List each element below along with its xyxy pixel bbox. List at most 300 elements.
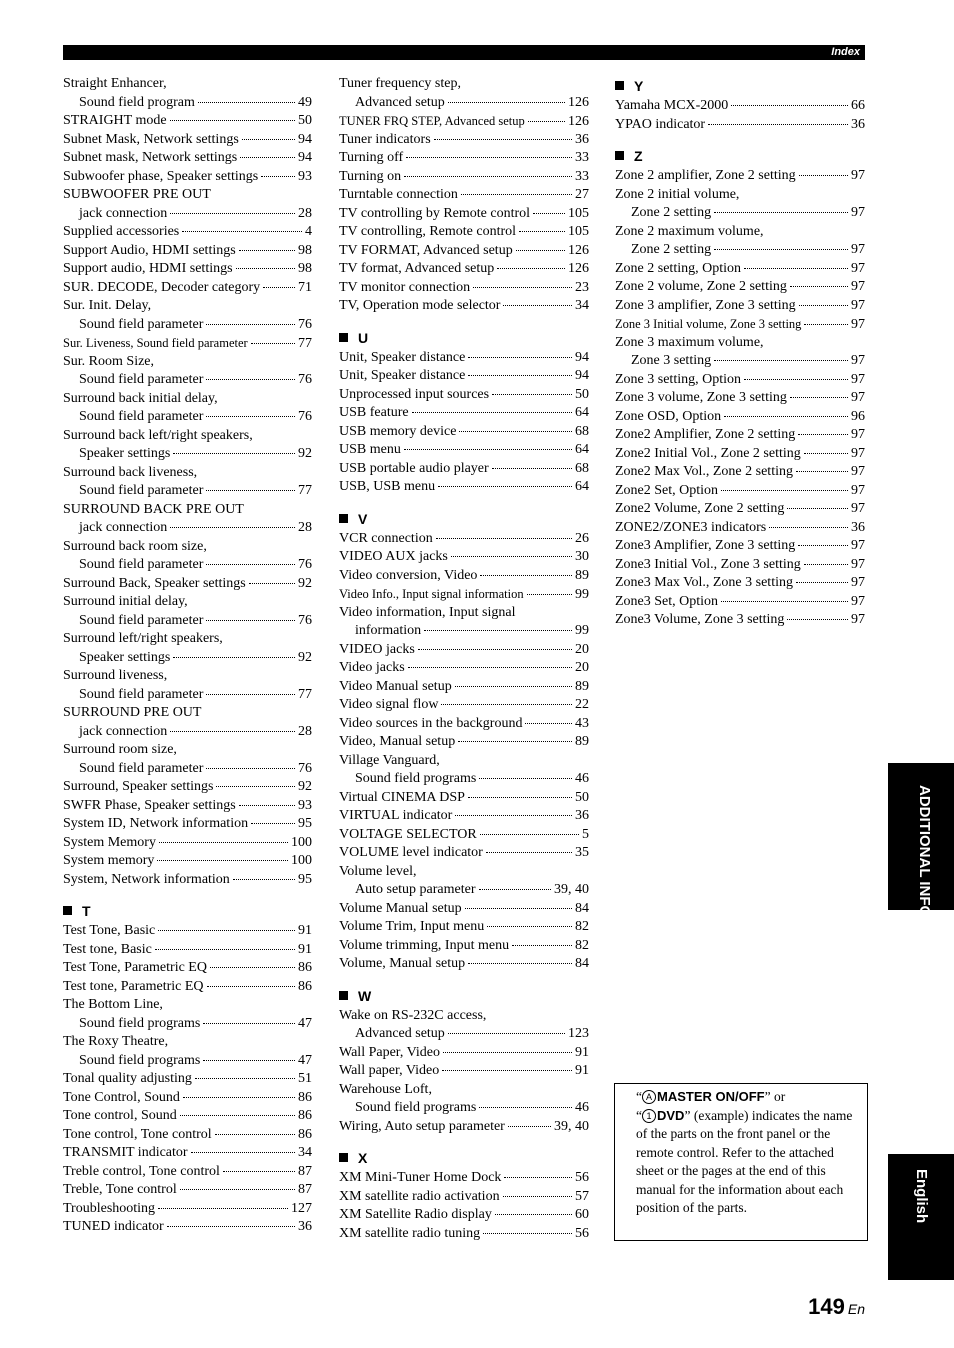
index-entry xyxy=(63,778,312,797)
dot-leader xyxy=(173,453,295,454)
index-entry xyxy=(339,186,589,205)
dot-leader xyxy=(183,1097,295,1098)
entry-term: Zone2 Amplifier, Zone 2 setting xyxy=(615,427,796,442)
dot-leader xyxy=(404,449,572,450)
entry-page: 100 xyxy=(291,834,312,850)
entry-term: XM Mini-Tuner Home Dock xyxy=(339,1170,502,1185)
entry-term: USB feature xyxy=(339,405,409,420)
index-entry xyxy=(339,1044,589,1063)
entry-term: Wall paper, Video xyxy=(339,1063,440,1078)
index-entry xyxy=(615,519,865,538)
entry-term: Treble, Tone control xyxy=(63,1182,177,1197)
index-entry xyxy=(339,242,589,261)
index-column-3 xyxy=(615,75,865,630)
entry-page: 95 xyxy=(298,816,312,831)
entry-term: XM satellite radio activation xyxy=(339,1188,500,1204)
entry-term: Sound field program xyxy=(79,94,195,110)
index-entry xyxy=(63,612,312,631)
entry-page: 36 xyxy=(851,519,865,535)
entry-term: Advanced setup xyxy=(355,1026,445,1041)
entry-page: 86 xyxy=(298,1126,312,1142)
entry-page: 97 xyxy=(851,556,865,572)
entry-term: Speaker settings xyxy=(79,446,171,461)
entry-term: Treble control, Tone control xyxy=(63,1163,220,1179)
entry-page: 86 xyxy=(298,960,312,975)
dot-leader xyxy=(233,879,295,880)
entry-term: Sound field parameter xyxy=(79,372,204,387)
dot-leader xyxy=(236,268,295,269)
index-entry xyxy=(63,242,312,261)
entry-term: Sound field parameter xyxy=(79,612,204,628)
dot-leader xyxy=(206,620,295,621)
index-entry xyxy=(63,371,312,390)
entry-term: Test Tone, Basic xyxy=(63,923,156,938)
entry-term: jack connection xyxy=(79,723,168,739)
section-heading: T xyxy=(63,900,312,922)
index-entry xyxy=(339,1099,589,1118)
entry-page: 126 xyxy=(568,242,589,258)
entry-page: 92 xyxy=(298,575,312,591)
index-entry xyxy=(615,241,865,260)
entry-page: 26 xyxy=(575,530,589,546)
dot-leader xyxy=(508,1126,551,1127)
entry-term: Sound field parameter xyxy=(79,686,204,702)
entry-page: 20 xyxy=(575,660,589,675)
index-entry-heading: The Bottom Line, xyxy=(63,997,163,1012)
dot-leader xyxy=(180,1115,295,1116)
entry-page: 36 xyxy=(298,1219,312,1234)
index-entry-heading: SURROUND PRE OUT xyxy=(63,705,202,720)
index-entry xyxy=(63,760,312,779)
entry-term: Sound field parameter xyxy=(79,483,204,498)
entry-page: 91 xyxy=(298,923,312,938)
index-entry xyxy=(63,112,312,131)
index-entry xyxy=(339,530,589,549)
entry-term: Unit, Speaker distance xyxy=(339,368,466,383)
dot-leader xyxy=(708,124,848,125)
square-bullet-icon xyxy=(615,81,624,90)
entry-term: USB menu xyxy=(339,442,401,457)
header-bar xyxy=(63,45,865,60)
dot-leader xyxy=(528,121,565,122)
entry-page: 97 xyxy=(851,464,865,479)
entry-page: 97 xyxy=(851,353,865,368)
dot-leader xyxy=(441,704,572,705)
entry-page: 100 xyxy=(291,853,312,868)
index-entry xyxy=(339,770,589,789)
entry-term: Sound field parameter xyxy=(79,557,204,572)
index-entry xyxy=(339,715,589,734)
dot-leader xyxy=(497,268,565,269)
dot-leader xyxy=(486,852,572,853)
dot-leader xyxy=(799,175,848,176)
index-entry xyxy=(339,349,589,368)
index-entry-heading: Surround initial delay, xyxy=(63,594,188,609)
index-entry-heading: Village Vanguard, xyxy=(339,752,440,768)
side-tab-label: English xyxy=(913,1169,930,1224)
entry-page: 105 xyxy=(568,205,589,221)
index-entry xyxy=(63,852,312,871)
entry-term: Turning off xyxy=(339,150,404,165)
index-entry-heading: Volume level, xyxy=(339,863,417,879)
dot-leader xyxy=(173,657,295,658)
entry-page: 35 xyxy=(575,845,589,860)
dot-leader xyxy=(492,468,572,469)
entry-term: Troubleshooting xyxy=(63,1200,156,1216)
entry-term: VIRTUAL indicator xyxy=(339,808,453,823)
entry-page: 34 xyxy=(575,298,589,313)
entry-page: 97 xyxy=(851,205,865,220)
entry-term: jack connection xyxy=(79,520,168,535)
entry-page: 33 xyxy=(575,168,589,184)
index-entry xyxy=(63,797,312,816)
index-entry xyxy=(339,641,589,660)
index-entry-heading: Surround back initial delay, xyxy=(63,390,218,406)
index-entry xyxy=(339,386,589,405)
entry-page: 39, 40 xyxy=(554,882,589,897)
index-entry-heading: The Roxy Theatre, xyxy=(63,1034,169,1049)
entry-page: 50 xyxy=(575,386,589,402)
dot-leader xyxy=(206,490,295,491)
index-entry xyxy=(339,826,589,845)
dot-leader xyxy=(206,416,295,417)
index-entry xyxy=(339,1225,589,1244)
dot-leader xyxy=(206,694,295,695)
entry-page: 50 xyxy=(575,789,589,805)
dot-leader xyxy=(714,212,848,213)
entry-term: Video Info., Input signal information xyxy=(339,587,524,601)
entry-page: 57 xyxy=(575,1188,589,1204)
index-entry-heading: Surround back room size, xyxy=(63,538,207,554)
index-entry xyxy=(339,1118,589,1137)
entry-page: 86 xyxy=(298,1108,312,1123)
entry-page: 43 xyxy=(575,715,589,731)
entry-term: Zone 3 volume, Zone 3 setting xyxy=(615,390,787,405)
entry-term: Turntable connection xyxy=(339,187,458,202)
dot-leader xyxy=(239,250,295,251)
dot-leader xyxy=(157,860,288,861)
dot-leader xyxy=(240,157,295,158)
entry-page: 30 xyxy=(575,549,589,564)
index-entry xyxy=(63,1144,312,1163)
entry-page: 98 xyxy=(298,242,312,258)
entry-page: 71 xyxy=(298,279,312,295)
index-entry xyxy=(615,167,865,186)
dot-leader xyxy=(158,930,295,931)
dot-leader xyxy=(714,360,848,361)
index-entry xyxy=(339,478,589,497)
index-entry xyxy=(63,1015,312,1034)
entry-term: Volume, Manual setup xyxy=(339,956,466,971)
entry-term: Unprocessed input sources xyxy=(339,386,490,402)
entry-term: Video signal flow xyxy=(339,697,439,712)
index-entry xyxy=(615,297,865,316)
index-entry xyxy=(339,131,589,150)
entry-page: 94 xyxy=(298,150,312,165)
dot-leader xyxy=(468,357,572,358)
index-entry xyxy=(615,593,865,612)
index-entry xyxy=(339,881,589,900)
index-entry xyxy=(339,789,589,808)
index-entry xyxy=(339,733,589,752)
entry-page: 64 xyxy=(575,479,589,494)
entry-page: 76 xyxy=(298,760,312,776)
index-entry xyxy=(339,1062,589,1081)
dot-leader xyxy=(167,1226,295,1227)
dot-leader xyxy=(455,815,572,816)
index-entry xyxy=(615,445,865,464)
index-entry xyxy=(63,316,312,335)
entry-term: Zone 3 amplifier, Zone 3 setting xyxy=(615,297,796,313)
entry-page: 126 xyxy=(568,114,589,129)
index-entry-heading: Tuner frequency step, xyxy=(339,76,461,91)
entry-term: Turning on xyxy=(339,168,402,184)
entry-page: 36 xyxy=(575,808,589,823)
dot-leader xyxy=(182,231,302,232)
note-bold-master: MASTER ON/OFF xyxy=(657,1089,765,1104)
entry-page: 5 xyxy=(582,826,589,842)
index-entry xyxy=(339,441,589,460)
index-entry xyxy=(615,389,865,408)
entry-term: TUNED indicator xyxy=(63,1219,164,1234)
dot-leader xyxy=(804,564,848,565)
index-entry xyxy=(63,1126,312,1145)
dot-leader xyxy=(459,431,572,432)
dot-leader xyxy=(158,1208,288,1209)
index-entry xyxy=(63,575,312,594)
dot-leader xyxy=(442,1070,572,1071)
index-entry xyxy=(339,168,589,187)
dot-leader xyxy=(251,823,295,824)
dot-leader xyxy=(799,305,848,306)
index-entry xyxy=(615,352,865,371)
entry-term: VOLUME level indicator xyxy=(339,845,483,860)
dot-leader xyxy=(480,834,579,835)
entry-term: Zone3 Volume, Zone 3 setting xyxy=(615,612,785,627)
entry-page: 93 xyxy=(298,168,312,184)
index-entry xyxy=(63,279,312,298)
index-entry xyxy=(339,149,589,168)
entry-page: 91 xyxy=(298,941,312,957)
entry-page: 126 xyxy=(568,261,589,276)
entry-term: STRAIGHT mode xyxy=(63,113,167,128)
section-heading: W xyxy=(339,985,589,1007)
square-bullet-icon xyxy=(63,906,72,915)
entry-term: Zone3 Max Vol., Zone 3 setting xyxy=(615,575,793,590)
dot-leader xyxy=(461,194,572,195)
dot-leader xyxy=(468,963,572,964)
square-bullet-icon xyxy=(339,514,348,523)
entry-page: 97 xyxy=(851,390,865,405)
entry-term: Zone2 Volume, Zone 2 setting xyxy=(615,501,785,516)
index-entry xyxy=(339,404,589,423)
entry-page: 93 xyxy=(298,797,312,813)
index-entry xyxy=(63,1218,312,1237)
index-entry xyxy=(63,445,312,464)
index-entry xyxy=(339,460,589,479)
section-heading: U xyxy=(339,327,589,349)
index-entry xyxy=(339,696,589,715)
index-entry xyxy=(615,408,865,427)
entry-page: 89 xyxy=(575,734,589,749)
dot-leader xyxy=(155,949,295,950)
entry-page: 94 xyxy=(575,368,589,383)
dot-leader xyxy=(503,1196,572,1197)
entry-term: TV FORMAT, Advanced setup xyxy=(339,242,513,258)
dot-leader xyxy=(798,545,848,546)
dot-leader xyxy=(223,1171,295,1172)
index-entry-heading: Surround room size, xyxy=(63,742,177,757)
dot-leader xyxy=(787,619,848,620)
square-bullet-icon xyxy=(339,991,348,1000)
dot-leader xyxy=(170,731,295,732)
entry-term: Advanced setup xyxy=(355,94,445,110)
index-entry xyxy=(63,686,312,705)
entry-page: 76 xyxy=(298,372,312,387)
entry-page: 46 xyxy=(575,1100,589,1115)
dot-leader xyxy=(451,556,572,557)
entry-page: 22 xyxy=(575,697,589,712)
entry-term: Support Audio, HDMI settings xyxy=(63,242,236,258)
entry-page: 64 xyxy=(575,405,589,420)
entry-page: 123 xyxy=(568,1026,589,1041)
dot-leader xyxy=(479,1107,572,1108)
index-entry xyxy=(339,1206,589,1225)
dot-leader xyxy=(495,1214,572,1215)
index-entry xyxy=(63,922,312,941)
index-entry xyxy=(339,205,589,224)
dot-leader xyxy=(731,105,848,106)
entry-term: Volume trimming, Input menu xyxy=(339,937,510,953)
note-text: (example) indicates the name of the parts on the front panel or the remote control. Refer to the attached sheet or the pages at the end of this manual for the information about each position of the parts. xyxy=(636,1107,853,1215)
dot-leader xyxy=(790,397,848,398)
square-bullet-icon xyxy=(615,151,624,160)
entry-page: 95 xyxy=(298,871,312,887)
entry-term: XM Satellite Radio display xyxy=(339,1207,492,1222)
index-entry-heading: Warehouse Loft, xyxy=(339,1081,432,1097)
entry-term: Subnet mask, Network settings xyxy=(63,150,238,165)
dot-leader xyxy=(516,250,565,251)
entry-term: TV, Operation mode selector xyxy=(339,298,501,313)
entry-term: System, Network information xyxy=(63,871,230,887)
entry-page: 97 xyxy=(851,317,865,332)
dot-leader xyxy=(203,1060,295,1061)
dot-leader xyxy=(473,287,572,288)
entry-term: Video, Manual setup xyxy=(339,734,456,749)
dot-leader xyxy=(261,176,295,177)
index-entry xyxy=(63,1181,312,1200)
dot-leader xyxy=(436,538,572,539)
entry-page: 91 xyxy=(575,1044,589,1060)
entry-term: VOLTAGE SELECTOR xyxy=(339,826,477,842)
dot-leader xyxy=(798,434,848,435)
entry-term: Zone OSD, Option xyxy=(615,408,722,424)
note-bold-dvd: DVD xyxy=(657,1107,685,1123)
entry-term: Tuner indicators xyxy=(339,131,431,147)
entry-term: Volume Manual setup xyxy=(339,900,462,916)
index-entry-heading: Zone 3 maximum volume, xyxy=(615,334,764,350)
entry-term: TV monitor connection xyxy=(339,279,471,295)
entry-page: 86 xyxy=(298,978,312,994)
index-entry xyxy=(63,334,312,353)
dot-leader xyxy=(744,379,848,380)
index-entry-heading: Surround left/right speakers, xyxy=(63,631,223,646)
dot-leader xyxy=(504,1177,572,1178)
dot-leader xyxy=(519,231,565,232)
dot-leader xyxy=(527,594,572,595)
entry-term: Tone Control, Sound xyxy=(63,1089,180,1105)
entry-page: 28 xyxy=(298,205,312,221)
index-entry xyxy=(339,807,589,826)
index-column-1 xyxy=(63,75,312,1237)
index-entry xyxy=(615,537,865,556)
entry-page: 77 xyxy=(298,483,312,498)
page-number: 149 En xyxy=(808,1294,865,1319)
entry-term: Auto setup parameter xyxy=(355,882,476,897)
index-entry xyxy=(63,556,312,575)
entry-term: Wiring, Auto setup parameter xyxy=(339,1118,505,1134)
index-entry xyxy=(615,556,865,575)
entry-term: Support audio, HDMI settings xyxy=(63,261,233,276)
entry-term: Zone3 Amplifier, Zone 3 setting xyxy=(615,538,796,553)
dot-leader xyxy=(195,1078,295,1079)
dot-leader xyxy=(458,741,572,742)
entry-page: 97 xyxy=(851,612,865,627)
entry-page: 97 xyxy=(851,168,865,183)
entry-term: Tone control, Sound xyxy=(63,1108,177,1123)
entry-page: 47 xyxy=(298,1052,312,1068)
entry-term: YPAO indicator xyxy=(615,116,706,132)
index-entry xyxy=(339,112,589,131)
entry-page: 96 xyxy=(851,408,865,424)
entry-term: Subwoofer phase, Speaker settings xyxy=(63,168,259,184)
entry-page: 4 xyxy=(305,224,312,239)
circled-a-icon: A xyxy=(642,1090,656,1104)
entry-page: 91 xyxy=(575,1063,589,1078)
dot-leader xyxy=(434,139,572,140)
index-entry xyxy=(63,149,312,168)
entry-page: 89 xyxy=(575,678,589,694)
entry-term: System memory xyxy=(63,853,155,868)
entry-page: 97 xyxy=(851,482,865,498)
index-entry xyxy=(615,426,865,445)
section-heading: V xyxy=(339,508,589,530)
entry-page: 34 xyxy=(298,1145,312,1160)
entry-page: 97 xyxy=(851,297,865,313)
entry-term: Zone 3 Initial volume, Zone 3 setting xyxy=(615,317,802,331)
entry-page: 20 xyxy=(575,641,589,657)
section-heading: Z xyxy=(615,145,865,167)
dot-leader xyxy=(424,630,572,631)
entry-term: USB, USB menu xyxy=(339,479,436,494)
index-entry xyxy=(339,937,589,956)
entry-term: information xyxy=(355,623,422,638)
dot-leader xyxy=(418,649,572,650)
index-entry xyxy=(339,367,589,386)
entry-term: Tone control, Tone control xyxy=(63,1126,212,1142)
entry-term: Zone2 Max Vol., Zone 2 setting xyxy=(615,464,793,479)
entry-term: Zone 2 volume, Zone 2 setting xyxy=(615,279,787,294)
entry-page: 97 xyxy=(851,279,865,294)
entry-page: 47 xyxy=(298,1015,312,1031)
index-entry-heading: Sur. Init. Delay, xyxy=(63,298,152,313)
index-entry xyxy=(339,423,589,442)
index-entry xyxy=(63,94,312,113)
dot-leader xyxy=(512,945,572,946)
dot-leader xyxy=(483,1233,572,1234)
entry-page: 126 xyxy=(568,94,589,110)
dot-leader xyxy=(191,1152,295,1153)
